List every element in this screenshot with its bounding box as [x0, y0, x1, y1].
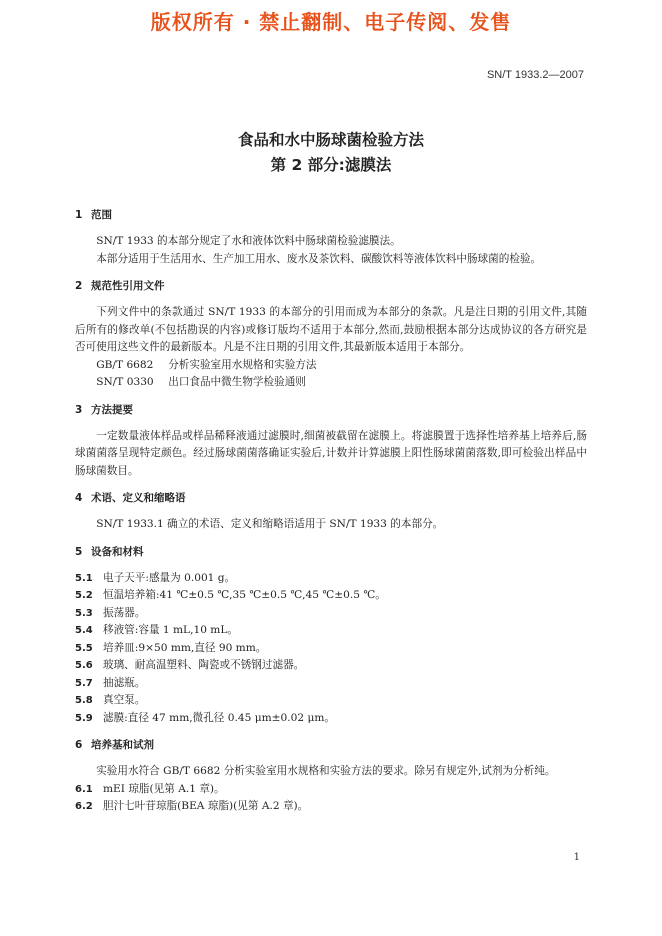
reference-code: SN/T 0330: [96, 376, 154, 388]
section-number: 1: [75, 209, 83, 221]
section-number: 4: [75, 492, 83, 504]
watermark-banner: 版权所有 · 禁止翻制、电子传阅、发售: [150, 10, 512, 34]
section-3-paragraph: 一定数量液体样品或样品稀释液通过滤膜时,细菌被截留在滤膜上。将滤膜置于选择性培养基上培养后,肠球菌菌落呈现特定颜色。经过肠球菌菌落确证实验后,计数并计算滤膜上阳性肠球菌菌落数,即可检验出样品中肠球菌数目。: [75, 429, 587, 477]
item-text: 抽滤瓶。: [103, 676, 146, 689]
item-text: 振荡器。: [103, 606, 146, 619]
item-text: 培养皿:9×50 mm,直径 90 mm。: [103, 641, 267, 654]
document-body: [75, 206, 587, 816]
item-number: 5.2: [75, 590, 93, 601]
section-1-paragraph-1: SN/T 1933 的本部分规定了水和液体饮料中肠球菌检验滤膜法。: [96, 235, 401, 247]
section-number: 2: [75, 280, 83, 292]
item-number: 5.5: [75, 642, 93, 654]
reagent-item: [75, 781, 587, 799]
equipment-item: [75, 640, 587, 658]
reference-title: 出口食品中微生物学检验通则: [168, 376, 306, 388]
equipment-item: [75, 587, 587, 605]
section-number: 3: [75, 403, 83, 416]
item-text: 玻璃、耐高温塑料、陶瓷或不锈钢过滤器。: [103, 659, 305, 671]
section-5-heading: [75, 543, 587, 561]
equipment-item: [75, 692, 587, 710]
document-subtitle: 第 2 部分:滤膜法: [270, 156, 392, 174]
section-4-paragraph: SN/T 1933.1 确立的术语、定义和缩略语适用于 SN/T 1933 的本部分。: [96, 518, 444, 530]
item-text: 移液管:容量 1 mL,10 mL。: [103, 624, 238, 636]
item-number: 5.1: [75, 572, 93, 584]
item-number: 6.1: [75, 783, 93, 795]
section-number: 5: [75, 545, 83, 558]
item-text: mEI 琼脂(见第 A.1 章)。: [103, 782, 225, 795]
item-text: 胆汁七叶苷琼脂(BEA 琼脂)(见第 A.2 章)。: [103, 800, 309, 812]
equipment-item: [75, 675, 587, 693]
equipment-item: [75, 622, 587, 640]
section-title: 范围: [91, 209, 112, 221]
section-6-paragraph: 实验用水符合 GB/T 6682 分析实验室用水规格和实验方法的要求。除另有规定外,试剂为分析纯。: [96, 765, 556, 777]
reference-item: [75, 374, 587, 392]
item-number: 5.3: [75, 607, 93, 619]
section-2-heading: [75, 277, 587, 295]
section-title: 设备和材料: [91, 545, 144, 558]
item-number: 6.2: [75, 801, 93, 812]
section-number: 6: [75, 739, 83, 751]
item-number: 5.7: [75, 677, 93, 689]
page-number: 1: [573, 852, 580, 863]
item-text: 电子天平:感量为 0.001 g。: [103, 571, 236, 584]
section-1-heading: [75, 206, 587, 224]
item-text: 真空泵。: [103, 694, 146, 706]
item-text: 恒温培养箱:41 ℃±0.5 ℃,35 ℃±0.5 ℃,45 ℃±0.5 ℃。: [103, 589, 386, 601]
section-6-heading: [75, 736, 587, 754]
section-title: 方法提要: [91, 403, 133, 416]
item-number: 5.6: [75, 660, 93, 671]
item-text: 滤膜:直径 47 mm,微孔径 0.45 μm±0.02 μm。: [103, 711, 336, 724]
section-4-heading: [75, 489, 587, 507]
item-number: 5.4: [75, 625, 93, 636]
reference-item: [75, 357, 587, 375]
document-title: 食品和水中肠球菌检验方法: [237, 131, 424, 149]
document-number: SN/T 1933.2—2007: [486, 69, 584, 81]
equipment-item: [75, 657, 587, 675]
reference-code: GB/T 6682: [96, 358, 154, 371]
reference-title: 分析实验室用水规格和实验方法: [168, 358, 317, 371]
section-1-paragraph-2: 本部分适用于生活用水、生产加工用水、废水及茶饮料、碳酸饮料等液体饮料中肠球菌的检验。: [96, 252, 542, 265]
reagent-item: [75, 798, 587, 816]
equipment-item: [75, 570, 587, 588]
item-number: 5.9: [75, 712, 93, 724]
equipment-item: [75, 710, 587, 728]
section-title: 术语、定义和缩略语: [91, 492, 186, 504]
section-2-paragraph: 下列文件中的条款通过 SN/T 1933 的本部分的引用而成为本部分的条款。凡是注日期的引用文件,其随后所有的修改单(不包括勘误的内容)或修订版均不适用于本部分,然而,鼓励根据本部分达成协议的各方研究是否可使用这些文件的最新版本。凡是不注日期的引用文件,其最新版本适用于本部分。: [75, 306, 587, 353]
section-title: 规范性引用文件: [91, 280, 165, 292]
section-3-heading: [75, 401, 587, 419]
equipment-item: [75, 605, 587, 623]
section-title: 培养基和试剂: [91, 739, 154, 751]
item-number: 5.8: [75, 695, 93, 706]
